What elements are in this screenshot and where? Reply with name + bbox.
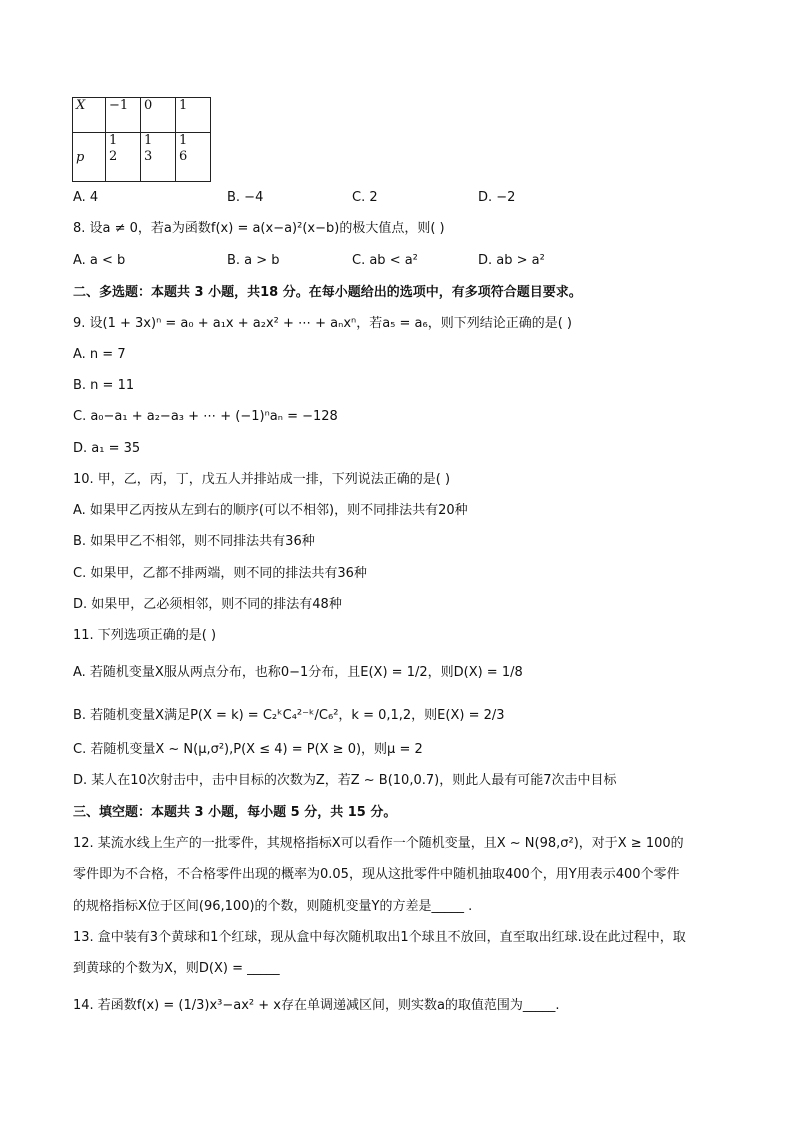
- q13-line: 到黄球的个数为X，则D(X) = _____: [73, 961, 280, 976]
- table-cell: p: [73, 133, 106, 182]
- q7-option-c: C. 2: [352, 190, 378, 205]
- table-cell: 1 2: [106, 133, 141, 182]
- table-cell: X: [73, 98, 106, 133]
- q8-stem: 8. 设a ≠ 0，若a为函数f(x) = a(x−a)²(x−b)的极大值点，则( ): [73, 221, 445, 236]
- q9-option-c: C. a₀−a₁ + a₂−a₃ + ⋯ + (−1)ⁿaₙ = −128: [73, 409, 338, 424]
- q8-option-d: D. ab > a²: [478, 253, 545, 268]
- section-heading: 二、多选题：本题共 3 小题，共18 分。在每小题给出的选项中，有多项符合题目要求。: [73, 285, 582, 300]
- table-row: [73, 133, 211, 182]
- q10-option-c: C. 如果甲，乙都不排两端，则不同的排法共有36种: [73, 566, 367, 581]
- q11-option-b: B. 若随机变量X满足P(X = k) = C₂ᵏC₄²⁻ᵏ/C₆²，k = 0,1,2，则E(X) = 2/3: [73, 708, 505, 723]
- distribution-table: [72, 97, 211, 182]
- q10-option-d: D. 如果甲，乙必须相邻，则不同的排法有48种: [73, 597, 342, 612]
- table-row: [73, 98, 211, 133]
- table-cell: −1: [106, 98, 141, 133]
- q8-option-b: B. a > b: [227, 253, 280, 268]
- section-heading: 三、填空题：本题共 3 小题，每小题 5 分，共 15 分。: [73, 805, 397, 820]
- q9-stem: 9. 设(1 + 3x)ⁿ = a₀ + a₁x + a₂x² + ⋯ + aₙxⁿ，若a₅ = a₆，则下列结论正确的是( ): [73, 316, 572, 331]
- q9-option-b: B. n = 11: [73, 378, 135, 393]
- q11-option-c: C. 若随机变量X ~ N(μ,σ²),P(X ≤ 4) = P(X ≥ 0)，则μ = 2: [73, 742, 423, 757]
- q13-line: 13. 盒中装有3个黄球和1个红球，现从盒中每次随机取出1个球且不放回，直至取出红球.设在此过程中，取: [73, 930, 686, 945]
- q12-line: 零件即为不合格，不合格零件出现的概率为0.05，现从这批零件中随机抽取400个，用Y用表示400个零件: [73, 867, 680, 882]
- table-cell: 1 3: [141, 133, 176, 182]
- table-cell: 1: [176, 98, 211, 133]
- q8-option-c: C. ab < a²: [352, 253, 418, 268]
- q10-option-a: A. 如果甲乙丙按从左到右的顺序(可以不相邻)，则不同排法共有20种: [73, 503, 468, 518]
- q10-stem: 10. 甲，乙，丙，丁，戊五人并排站成一排，下列说法正确的是( ): [73, 472, 451, 487]
- q12-line: 12. 某流水线上生产的一批零件，其规格指标X可以看作一个随机变量，且X ~ N(98,σ²)，对于X ≥ 100的: [73, 836, 684, 851]
- q11-option-d: D. 某人在10次射击中，击中目标的次数为Z，若Z ~ B(10,0.7)，则此人最有可能7次击中目标: [73, 773, 617, 788]
- q9-option-d: D. a₁ = 35: [73, 441, 141, 456]
- q7-option-a: A. 4: [73, 190, 99, 205]
- q7-option-b: B. −4: [227, 190, 264, 205]
- table-cell: 0: [141, 98, 176, 133]
- q10-option-b: B. 如果甲乙不相邻，则不同排法共有36种: [73, 534, 315, 549]
- q11-stem: 11. 下列选项正确的是( ): [73, 628, 217, 643]
- q11-option-a: A. 若随机变量X服从两点分布，也称0−1分布，且E(X) = 1/2，则D(X) = 1/8: [73, 665, 523, 680]
- q8-option-a: A. a < b: [73, 253, 126, 268]
- table-cell: 1 6: [176, 133, 211, 182]
- q12-line: 的规格指标X位于区间(96,100)的个数，则随机变量Y的方差是_____ .: [73, 899, 473, 914]
- q7-option-d: D. −2: [478, 190, 516, 205]
- q9-option-a: A. n = 7: [73, 347, 126, 362]
- q14-stem: 14. 若函数f(x) = (1/3)x³−ax² + x存在单调递减区间，则实数a的取值范围为_____.: [73, 998, 560, 1013]
